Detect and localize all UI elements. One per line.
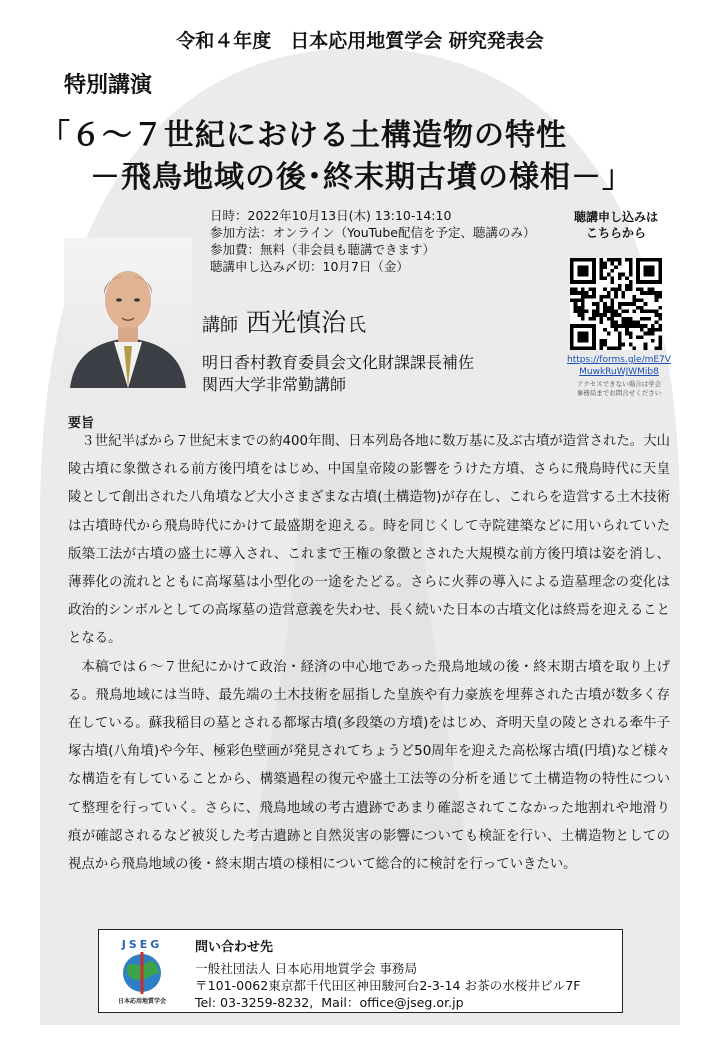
lecture-title-line1: 「６～７世紀における土構造物の特性 — [40, 118, 567, 153]
jseg-logo — [107, 936, 177, 1006]
event-fee: 参加費：無料（非会員も聴講できます） — [210, 242, 436, 257]
lecturer-photo — [64, 238, 192, 388]
contact-tel: Tel: 03-3259-8232, — [195, 995, 314, 1010]
contact-tel-mail — [195, 992, 464, 1011]
registration-heading: 聴講申し込みは こちらから — [573, 210, 658, 240]
summary-body — [68, 428, 670, 879]
lecturer-affiliation-2: 関西大学非常勤講師 — [202, 375, 347, 394]
contact-address: 〒101-0062東京都千代田区神田駿河台2-3-14 お茶の水桜井ビル7F — [195, 978, 581, 993]
svg-text:日本応用地質学会: 日本応用地質学会 — [117, 998, 167, 1005]
contact-box — [98, 929, 623, 1013]
lecturer-role: 講師 — [202, 315, 238, 336]
lecturer-affiliation-1: 明日香村教育委員会文化財課課長補佐 — [202, 353, 475, 372]
event-deadline: 聴講申し込み〆切：10月7日（金） — [210, 259, 409, 274]
event-date: 日時：2022年10月13日(木) 13:10-14:10 — [210, 208, 452, 223]
event-title: 令和４年度 日本応用地質学会 研究発表会 — [176, 30, 544, 52]
lecture-title-line2: －飛鳥地域の後･終末期古墳の様相－」 — [90, 160, 633, 195]
contact-mail[interactable]: Mail：office@jseg.or.jp — [321, 995, 464, 1010]
event-info — [210, 207, 535, 275]
summary-paragraph-1: ３世紀半ばから７世紀末までの約400年間、日本列島各地に数万基に及ぶ古墳が造営された。大山陵古墳に象徴される前方後円墳をはじめ、中国皇帝陵の影響をうけた方墳、さらに飛鳥時代に天皇陵として創出された八角墳など大小さまざまな古墳(土構造物)が存在し、これらを造営する土木技術は古墳時代から飛鳥時代にかけて最盛期を迎える。時を同じくして寺院建築などに用いられていた版築工法が古墳の盛土に導入され、これまで王権の象徴とされた大規模な前方後円墳は姿を消し、薄葬化の流れとともに高塚墓は小型化の一途をたどる。さらに火葬の導入による造墓理念の変化は政治的シンボルとしての高塚墓の造営意義を失わせ、長く続いた日本の古墳文化は終焉を迎えることとなる。 — [68, 434, 670, 647]
summary-paragraph-2: 本稿では６～７世紀にかけて政治・経済の中心地であった飛鳥地域の後・終末期古墳を取り上げる。飛鳥地域には当時、最先端の土木技術を屈指した皇族や有力豪族を埋葬された古墳が数多く存在している。蘇我稲目の墓とされる都塚古墳(多段築の方墳)をはじめ、斉明天皇の陵とされる牽牛子塚古墳(八角墳)や今年、極彩色壁画が発見されてちょうど50周年を迎えた高松塚古墳(円墳)など様々な構造を有していることから、構築過程の復元や盛土工法等の分析を通じて土構造物の特性について整理を行っていく。さらに、飛鳥地域の考古遺跡であまり確認されてこなかった地割れや地滑り痕が確認されるなど被災した考古遺跡と自然災害の影響についても検証を行い、土構造物としての視点から飛鳥地域の後・終末期古墳の様相について総合的に検討を行っていきたい。 — [68, 659, 670, 873]
contact-org: 一般社団法人 日本応用地質学会 事務局 — [195, 961, 418, 976]
registration-link[interactable]: https://forms.gle/mE7VMuwkRuWJWMib8 — [567, 355, 671, 377]
lecturer-name: 西光慎治 — [246, 308, 347, 337]
summary-heading: 要旨 — [68, 416, 95, 431]
lecturer-affiliation — [202, 352, 474, 396]
registration-note: アクセスできない場合は学会 事務局までお問合せください — [576, 380, 662, 397]
event-method: 参加方法：オンライン（YouTube配信を予定、聴講のみ） — [210, 225, 536, 240]
special-lecture-label: 特別講演 — [64, 73, 153, 98]
lecturer-name-line — [202, 303, 366, 339]
lecturer-honorific: 氏 — [348, 315, 367, 336]
contact-heading: 問い合わせ先 — [195, 940, 274, 955]
registration-qr-code[interactable] — [570, 258, 662, 350]
svg-text:JSEG: JSEG — [121, 938, 163, 951]
